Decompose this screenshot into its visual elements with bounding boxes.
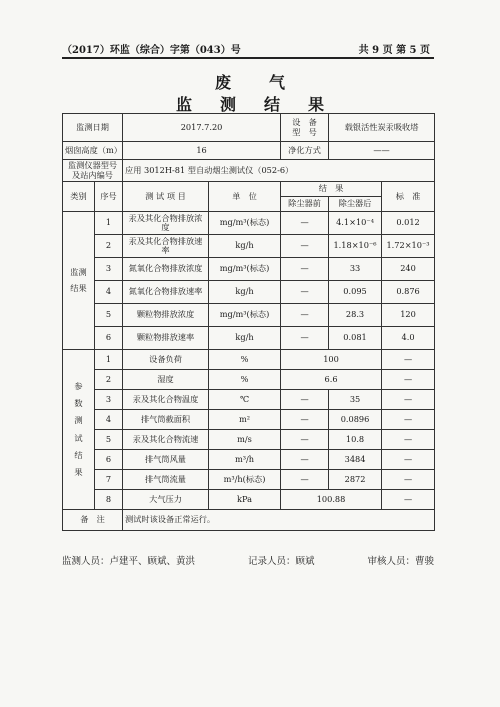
row-no: 7 <box>95 470 123 490</box>
row-before: — <box>281 235 329 258</box>
page-indicator: 共 9 页 第 5 页 <box>358 44 430 56</box>
chimney-label: 烟囱高度（m） <box>63 142 123 160</box>
row-unit: kg/h <box>209 235 281 258</box>
row-unit: m³/h <box>209 450 281 470</box>
row-standard: — <box>382 370 435 390</box>
row-standard: 0.012 <box>382 212 435 235</box>
table-row <box>63 470 435 490</box>
table-row <box>63 410 435 430</box>
row-item: 氮氧化合物排放速率 <box>123 281 209 304</box>
table-row <box>63 390 435 410</box>
row-item: 汞及其化合物排放速率 <box>123 235 209 258</box>
row-no: 6 <box>95 327 123 350</box>
row-no: 3 <box>95 258 123 281</box>
row-after: 0.0896 <box>329 410 382 430</box>
row-result: 100 <box>281 350 382 370</box>
row-item: 汞及其化合物流速 <box>123 430 209 450</box>
row-unit: ℃ <box>209 390 281 410</box>
row-item: 颗粒物排放速率 <box>123 327 209 350</box>
row-after: 10.8 <box>329 430 382 450</box>
chimney-value: 16 <box>123 142 281 160</box>
row-standard: — <box>382 450 435 470</box>
table-row <box>63 212 435 235</box>
row-standard: — <box>382 470 435 490</box>
row-item: 汞及其化合物排放浓度 <box>123 212 209 235</box>
row-standard: — <box>382 490 435 510</box>
header-result: 结 果 <box>281 182 382 197</box>
header-unit: 单 位 <box>209 182 281 212</box>
header-before: 除尘器前 <box>281 197 329 212</box>
row-after: 35 <box>329 390 382 410</box>
row-no: 2 <box>95 235 123 258</box>
row-unit: m/s <box>209 430 281 450</box>
row-before: — <box>281 430 329 450</box>
instrument-label: 监测仪器型号 及站内编号 <box>63 160 123 182</box>
date-label: 监测日期 <box>63 114 123 142</box>
purify-label: 净化方式 <box>281 142 329 160</box>
row-item: 排气筒风量 <box>123 450 209 470</box>
row-standard: 0.876 <box>382 281 435 304</box>
table-row <box>63 258 435 281</box>
row-unit: kg/h <box>209 281 281 304</box>
row-standard: — <box>382 350 435 370</box>
results-table <box>62 113 435 531</box>
row-unit: m² <box>209 410 281 430</box>
reviewer-personnel: 审核人员：曹骏 <box>367 556 434 567</box>
row-standard: 1.72×10⁻³ <box>382 235 435 258</box>
row-item: 汞及其化合物温度 <box>123 390 209 410</box>
row-no: 5 <box>95 304 123 327</box>
header-after: 除尘器后 <box>329 197 382 212</box>
row-after: 0.095 <box>329 281 382 304</box>
row-item: 大气压力 <box>123 490 209 510</box>
row-unit: % <box>209 350 281 370</box>
title-monitoring-results: 监测结果 <box>175 95 352 114</box>
table-row <box>63 430 435 450</box>
row-no: 4 <box>95 281 123 304</box>
group-parameters-label: 参 数 测 试 结 果 <box>63 350 95 510</box>
info-row-chimney <box>63 142 435 160</box>
row-item: 氮氧化合物排放浓度 <box>123 258 209 281</box>
row-result: 6.6 <box>281 370 382 390</box>
row-no: 3 <box>95 390 123 410</box>
column-header-row-1 <box>63 182 435 197</box>
header-divider <box>62 57 434 59</box>
table-row <box>63 235 435 258</box>
row-item: 湿度 <box>123 370 209 390</box>
row-unit: mg/m³(标态) <box>209 212 281 235</box>
row-result: 100.88 <box>281 490 382 510</box>
row-after: 1.18×10⁻⁶ <box>329 235 382 258</box>
header-item: 测 试 项 目 <box>123 182 209 212</box>
header-no: 序号 <box>95 182 123 212</box>
signature-footer <box>62 553 434 567</box>
row-no: 8 <box>95 490 123 510</box>
row-no: 1 <box>95 212 123 235</box>
remark-label: 备 注 <box>63 510 123 531</box>
recorder-personnel: 记录人员：顾斌 <box>247 556 315 567</box>
row-before: — <box>281 410 329 430</box>
equipment-value: 载银活性炭汞吸收塔 <box>329 114 435 142</box>
row-standard: — <box>382 410 435 430</box>
row-no: 2 <box>95 370 123 390</box>
row-after: 3484 <box>329 450 382 470</box>
info-row-date <box>63 114 435 142</box>
title-waste-gas: 废气 <box>214 73 323 92</box>
row-before: — <box>281 281 329 304</box>
row-after: 0.081 <box>329 327 382 350</box>
row-before: — <box>281 390 329 410</box>
row-before: — <box>281 304 329 327</box>
group-monitoring-label: 监测 结果 <box>63 212 95 350</box>
table-row <box>63 350 435 370</box>
row-item: 设备负荷 <box>123 350 209 370</box>
remark-text: 测试时该设备正常运行。 <box>123 510 435 531</box>
row-before: — <box>281 212 329 235</box>
row-standard: 120 <box>382 304 435 327</box>
row-no: 6 <box>95 450 123 470</box>
row-before: — <box>281 258 329 281</box>
row-standard: — <box>382 430 435 450</box>
row-unit: % <box>209 370 281 390</box>
purify-value: —— <box>329 142 435 160</box>
row-after: 28.3 <box>329 304 382 327</box>
row-standard: 240 <box>382 258 435 281</box>
monitor-personnel: 监测人员：卢建平、顾斌、黄洪 <box>62 556 196 567</box>
row-after: 2872 <box>329 470 382 490</box>
header-category: 类别 <box>63 182 95 212</box>
row-no: 4 <box>95 410 123 430</box>
info-row-instrument <box>63 160 435 182</box>
row-before: — <box>281 327 329 350</box>
table-row <box>63 490 435 510</box>
row-before: — <box>281 450 329 470</box>
table-row <box>63 304 435 327</box>
table-row <box>63 450 435 470</box>
row-item: 颗粒物排放浓度 <box>123 304 209 327</box>
table-row <box>63 327 435 350</box>
row-after: 4.1×10⁻⁴ <box>329 212 382 235</box>
row-standard: — <box>382 390 435 410</box>
row-unit: m³/h(标态) <box>209 470 281 490</box>
instrument-value: 应用 3012H-81 型自动烟尘测试仪（052-6） <box>123 160 435 182</box>
row-item: 排气筒截面积 <box>123 410 209 430</box>
row-no: 1 <box>95 350 123 370</box>
table-row <box>63 281 435 304</box>
row-item: 排气筒流量 <box>123 470 209 490</box>
document-header <box>62 40 430 56</box>
remark-row <box>63 510 435 531</box>
row-no: 5 <box>95 430 123 450</box>
row-standard: 4.0 <box>382 327 435 350</box>
row-before: — <box>281 470 329 490</box>
row-unit: kPa <box>209 490 281 510</box>
row-unit: mg/m³(标态) <box>209 258 281 281</box>
equipment-label: 设 备 型 号 <box>281 114 329 142</box>
date-value: 2017.7.20 <box>123 114 281 142</box>
row-unit: kg/h <box>209 327 281 350</box>
header-standard: 标 准 <box>382 182 435 212</box>
table-row <box>63 370 435 390</box>
row-unit: mg/m³(标态) <box>209 304 281 327</box>
row-after: 33 <box>329 258 382 281</box>
document-number: （2017）环监（综合）字第（043）号 <box>62 44 241 56</box>
